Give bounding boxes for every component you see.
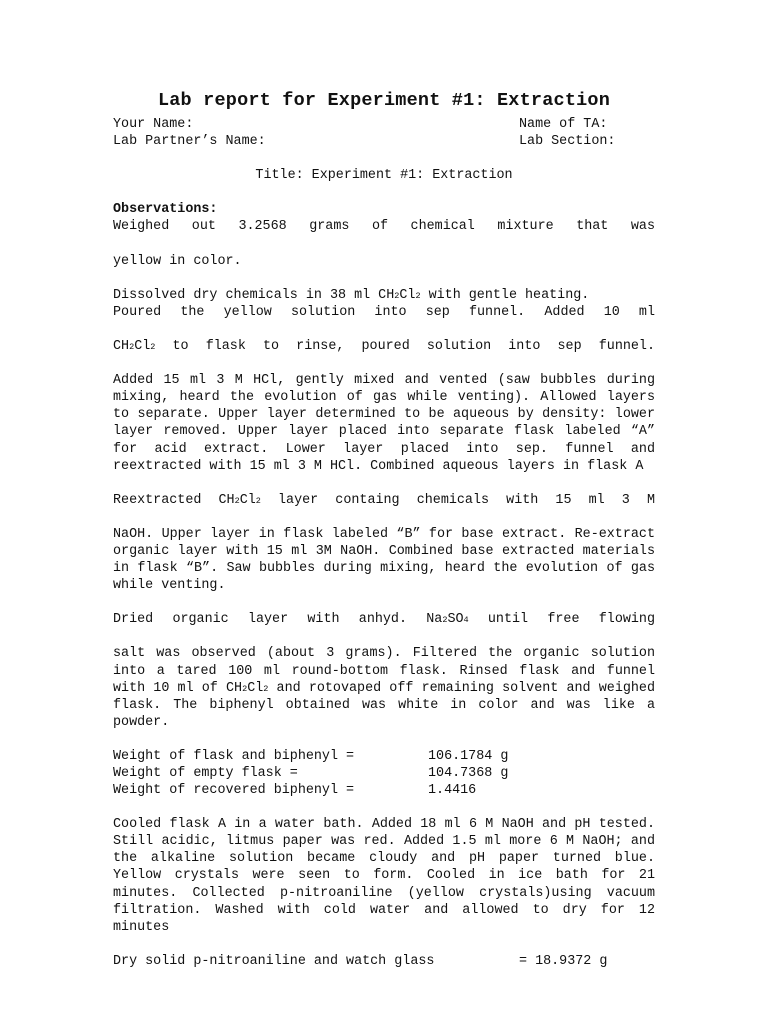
paragraph-2-rest: Added 15 ml 3 M HCl, gently mixed and vented (saw bubbles during mixing, heard the evolution of gas while venting). Allowed layers to separate. Upper layer determined to be aqueous by density: lower layer removed. Upper layer placed into separate flask labeled “A” for acid extract. Lower layer placed into sep. funnel and reextracted with 15 ml 3 M HCl. Combined aqueous layers in flask A <box>113 373 655 474</box>
paragraph-3-rest: NaOH. Upper layer in flask labeled “B” for base extract. Re-extract organic layer with 15 ml 3M NaOH. Combined base extracted materials in flask “B”. Saw bubbles during mixing, heard the evolution of gas while venting. <box>113 526 655 594</box>
observation-paragraph-5: Cooled flask A in a water bath. Added 18 ml 6 M NaOH and pH tested. Still acidic, litmus paper was red. Added 1.5 ml more 6 M NaOH; and the alkaline solution became cloudy and pH paper turned blue. Yellow crystals were seen to form. Cooled in ice bath for 21 minutes. Collected p-nitroaniline (yellow crystals)using vacuum filtration. Washed with cold water and allowed to dry for 12 minutes <box>113 817 655 935</box>
paragraph-2-line-1: Dissolved dry chemicals in 38 ml CH2Cl2 with gentle heating. <box>113 287 590 303</box>
ta-name-label: Name of TA: <box>519 117 608 132</box>
lab-section-label: Lab Section: <box>519 134 616 150</box>
weights-table <box>113 748 655 799</box>
paragraph-4-rest: salt was observed (about 3 grams). Filtered the organic solution into a tared 100 ml round-bottom flask. Rinsed flask and funnel with 10 ml of CH2Cl2 and rotovaped off remaining solvent and weighed flask. The biphenyl obtained was white in color and was like a powder. <box>113 646 655 730</box>
weight-row <box>113 748 655 765</box>
observation-paragraph-1-line-1: Weighed out 3.2568 grams of chemical mixture that was <box>113 219 655 235</box>
observations-heading: Observations: <box>113 202 218 218</box>
paragraph-2-line-2: Poured the yellow solution into sep funnel. Added 10 ml <box>113 304 655 320</box>
paragraph-4-line-1: Dried organic layer with anhyd. Na2SO4 until free flowing <box>113 612 655 628</box>
your-name-label: Your Name: <box>113 117 194 132</box>
dry-solid-label: Dry solid p-nitroaniline and watch glass <box>113 953 435 969</box>
partner-name-label: Lab Partner’s Name: <box>113 134 266 150</box>
report-title: Lab report for Experiment #1: Extraction <box>157 90 611 111</box>
header-row-2 <box>113 133 655 150</box>
observation-paragraph-2 <box>113 287 655 475</box>
dry-solid-value: = 18.9372 g <box>519 953 608 969</box>
observation-paragraph-1-line-2: yellow in color. <box>113 253 242 269</box>
observation-paragraph-4 <box>113 611 655 731</box>
weight-label: Weight of recovered biphenyl = <box>113 783 355 799</box>
weight-value: 106.1784 g <box>428 748 509 764</box>
dry-solid-row <box>113 953 655 970</box>
experiment-subtitle: Title: Experiment #1: Extraction <box>255 168 513 184</box>
report-content <box>113 116 655 970</box>
paragraph-2-line-3: CH2Cl2 to flask to rinse, poured solution into sep funnel. <box>113 338 655 354</box>
weight-row <box>113 782 655 799</box>
weight-label: Weight of flask and biphenyl = <box>113 748 355 764</box>
paragraph-3-line-1: Reextracted CH2Cl2 layer containg chemicals with 15 ml 3 M <box>113 492 655 508</box>
header-row-1 <box>113 116 655 133</box>
weight-label: Weight of empty flask = <box>113 766 298 781</box>
weight-row <box>113 765 655 782</box>
weight-value: 104.7368 g <box>428 766 509 781</box>
observation-paragraph-3 <box>113 492 655 595</box>
weight-value: 1.4416 <box>428 783 477 799</box>
